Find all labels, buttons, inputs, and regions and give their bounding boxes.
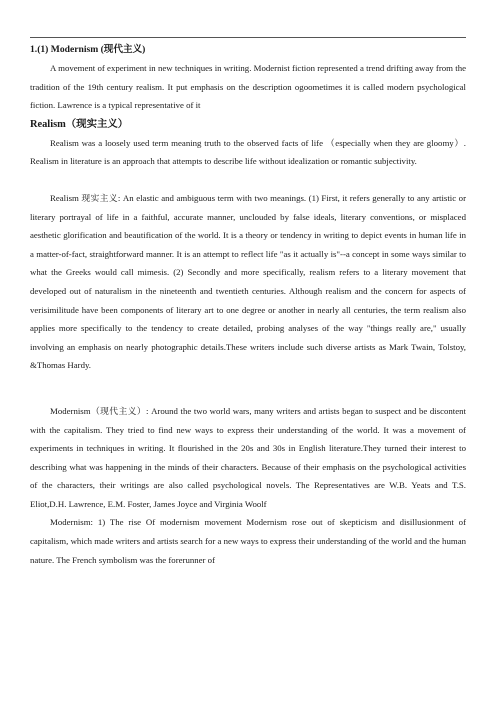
header-rule: [30, 37, 466, 38]
paragraph-realism-definition: Realism was a loosely used term meaning truth to the observed facts of life （especially when they are gloomy）. Realism in literature is an approach that attempts to describe life without idealization or romantic subjectivity.: [30, 137, 466, 167]
heading-modernism: 1.(1) Modernism (现代主义): [30, 44, 146, 55]
paragraph-modernism-rise: Modernism: 1) The rise Of modernism movement Modernism rose out of skepticism and disillusionment of capitalism, which made writers and artists search for a new ways to express their understanding of the world and the human nature. The French symbolism was the forerunner of: [30, 517, 466, 565]
spacer: [30, 171, 466, 189]
document-body: [30, 41, 466, 569]
paragraph-modernism-detailed: Modernism（现代主义）: Around the two world wars, many writers and artists began to suspect and be discontent with the capitalism. They tried to find new ways to express their understanding of the world. It was a movement of experiments in techniques in writing. It flourished in the 20s and 30s in English literature.They turned their interest to describing what was happening in the minds of their characters. Because of their emphasis on the psychological activities of the characters, their writings are also called psychological novels. The Representatives are W.B. Yeats and T.S. Eliot,D.H. Lawrence, E.M. Foster, James Joyce and Virginia Woolf: [30, 405, 466, 509]
paragraph-modernism-definition: A movement of experiment in new techniques in writing. Modernist fiction represented a trend drifting away from the tradition of the 19th century realism. It put emphasis on the description ogoometimes it is called modern psychological fiction. Lawrence is a typical representative of it: [30, 63, 466, 111]
heading-realism: Realism（现实主义）: [30, 118, 129, 130]
spacer: [30, 375, 466, 402]
paragraph-realism-detailed: Realism 现实主义: An elastic and ambiguous term with two meanings. (1) First, it refers generally to any artistic or literary portrayal of life in a faithful, accurate manner, unclouded by false ideals, literary conventions, or misplaced aesthetic glorification and beautification of the world. It is a theory or tendency in writing to depict events in human life in a matter-of-fact, straightforward manner. It is an attempt to reflect life "as it actually is"--a concept in some ways similar to what the Greeks would call mimesis. (2) Secondly and more specifically, realism refers to a literary movement that developed out of naturalism in the nineteenth and twentieth centuries. Although realism and the concern for aspects of verisimilitude have been components of literary art to one degree or another in nearly all centuries, the term realism also applies more specifically to the tendency to create detailed, probing analyses of the way "things really are," usually involving an emphasis on nearly photographic details.These writers include such diverse artists as Mark Twain, Tolstoy, &Thomas Hardy.: [30, 192, 466, 371]
